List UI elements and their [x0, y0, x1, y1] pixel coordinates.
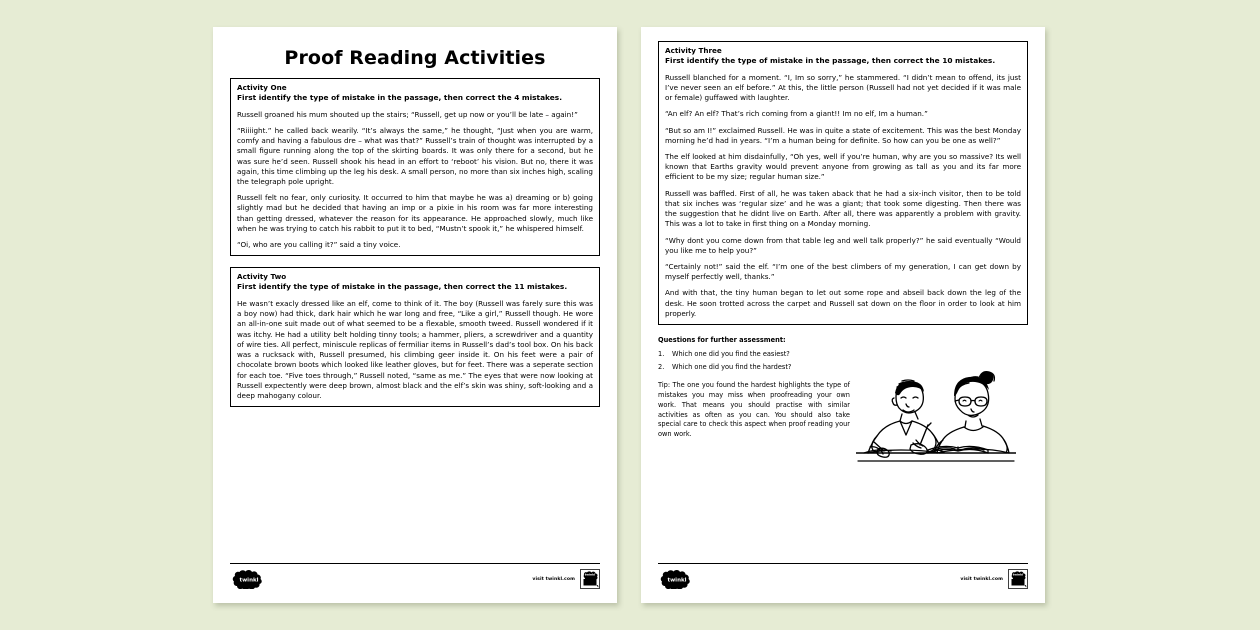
- worksheet-page-right[interactable]: [641, 27, 1045, 603]
- footer-divider: [658, 563, 1028, 564]
- visit-twinkl-text: visit twinkl.com: [960, 576, 1003, 582]
- passage-paragraph: The elf looked at him disdainfully, “Oh yes, well if you’re human, why are you so massive? Its well known that Earths gravity would prevent anyone from growing as tall as you and its far more efficient to be my size; regular human size.”: [665, 152, 1021, 182]
- question-text: Which one did you find the hardest?: [672, 362, 792, 371]
- passage-paragraph: Russell groaned his mum shouted up the stairs; “Russell, get up now or you’ll be late – again!”: [237, 109, 578, 119]
- question-text: Which one did you find the easiest?: [672, 350, 790, 359]
- svg-text:twinkl: twinkl: [239, 577, 259, 583]
- worksheet-page-left[interactable]: [213, 27, 617, 603]
- list-item: [658, 350, 1028, 360]
- question-number: 2.: [658, 362, 665, 371]
- visit-twinkl-text: visit twinkl.com: [532, 576, 575, 582]
- passage-paragraph: Russell felt no fear, only curiosity. It occurred to him that maybe he was a) dreaming or b) going slightly mad but he decided that having an imp or a pixie in his room was far more interesting than getting dressed, whatever the reason for its appearance. He approached slowly, much like when he was trying to catch his rabbit to put it to bed, “Mustn’t spook it,” he whispered himself.: [237, 193, 593, 233]
- passage-paragraph: Russell was baffled. First of all, he was taken aback that he had a six-inch visitor, then to be told that six inches was ‘regular size’ and he was a giant; that took some digesting. Then there was the suggestion that he didnt live on Earth. After all, there was apparently a problem with gravity. This was a lot to take in first thing on a Monday morning.: [665, 188, 1021, 229]
- question-number: 1.: [658, 350, 665, 359]
- footer-divider: [230, 563, 600, 564]
- page-title: Proof Reading Activities: [284, 47, 546, 69]
- twinkl-logo-icon[interactable]: [658, 570, 696, 589]
- passage-paragraph: “Why dont you come down from that table leg and well talk properly?” he said eventually “Would you like me to help you?”: [665, 235, 1021, 255]
- activity-two-label: Activity Two: [237, 272, 287, 282]
- footer-right: [658, 563, 1028, 590]
- footer-visit-group[interactable]: [532, 569, 600, 589]
- svg-text:twinkl: twinkl: [667, 577, 687, 583]
- activity-two-box: [230, 267, 600, 407]
- activity-two-passage: [237, 299, 593, 401]
- tip-section: [658, 381, 1028, 465]
- activity-two-instruction: First identify the type of mistake in the passage, then correct the 11 mistakes.: [237, 282, 568, 292]
- passage-paragraph: And with that, the tiny human began to let out some rope and abseil back down the leg of the desk. He soon trotted across the carpet and Russell sat down on the floor in order to look at him properly.: [665, 288, 1021, 318]
- activity-three-passage: [665, 73, 1021, 319]
- twinkl-logo-icon[interactable]: [230, 570, 268, 589]
- activity-one-box: [230, 78, 600, 256]
- questions-heading: Questions for further assessment:: [658, 336, 786, 345]
- passage-paragraph: “But so am I!” exclaimed Russell. He was in quite a state of excitement. This was the best Monday morning he’d had in years. “I’m a human being for definite. So how can you be one as well?”: [665, 125, 1021, 145]
- passage-paragraph: He wasn’t exacly dressed like an elf, come to think of it. The boy (Russell was farely sure this was a boy now) had thick, dark hair which he war long and free, “Like a girl,” Russell though. He wore an all-in-one suit made out of what seemed to be a flexable, smooth tweed. Russell wondered if it was itchy. He had a utility belt holding tinny tools; a hammer, pliers, a screwdriver and a quantity of wire ties. All perfect, miniscule replicas of fermiliar items in Russell’s dad’s tool box. On his back was a rucksack with, Russell presumed, his climbing geer inside it. On his feet were a pair of chocolate brown boots which looked like leather gloves, but for feet. There was a seperate section for each toe. “Five toes through,” Russell noted, “same as me.” The eyes that were now looking at Russell expectently were deep brown, almost black and the elf’s skin was shiny, soft-looking and a deep mahogany colour.: [237, 299, 593, 400]
- tip-text: Tip: The one you found the hardest highlights the type of mistakes you may miss when proofreading your own work. That means you should practise with similar activities as often as you can. You should also take special care to check this aspect when proof reading your own work.: [658, 380, 850, 439]
- passage-paragraph: “Certainly not!” said the elf. “I’m one of the best climbers of my generation, I can get down by myself perfectly well, thanks.”: [665, 261, 1021, 282]
- footer-left: [230, 563, 600, 590]
- activity-three-instruction: First identify the type of mistake in the passage, then correct the 10 mistakes.: [665, 55, 996, 65]
- activity-three-box: [658, 41, 1028, 325]
- activity-one-instruction: First identify the type of mistake in the passage, then correct the 4 mistakes.: [237, 92, 562, 102]
- svg-text:twinkl: twinkl: [584, 572, 596, 577]
- activity-three-label: Activity Three: [665, 46, 722, 55]
- passage-paragraph: “Oi, who are you calling it?” said a tiny voice.: [237, 240, 401, 250]
- footer-visit-group[interactable]: [960, 569, 1028, 589]
- svg-text:twinkl: twinkl: [1012, 572, 1024, 577]
- passage-paragraph: “An elf? An elf? That’s rich coming from a giant!! Im no elf, Im a human.”: [665, 109, 928, 119]
- children-writing-illustration: [856, 369, 1016, 465]
- passage-paragraph: Russell blanched for a moment. “I, Im so sorry,” he stammered. “I didn’t mean to offend, its just I’ve never seen an elf before.” At this, the little person (Russell had not yet decided if it was male or female) guffawed with laughter.: [665, 72, 1021, 103]
- twinkl-badge-icon[interactable]: [580, 569, 600, 589]
- activity-one-passage: [237, 110, 593, 251]
- twinkl-badge-icon[interactable]: [1008, 569, 1028, 589]
- activity-one-label: Activity One: [237, 83, 287, 92]
- passage-paragraph: “Riiiight.” he called back wearily. “It’s always the same,” he thought, “Just when you are warm, comfy and having a fabulous dre – what was that?” Russell’s train of thought was interrupted by a small figure running along the top of the skirting boards. It was only there for a second, but he was sure he’d seen. Russell shook his head in an effort to ‘reboot’ his vision. But no, there it was again, this time climbing up the leg his desk. A small person, no more than six inches high, scaling the telegraph pole upright.: [237, 125, 593, 187]
